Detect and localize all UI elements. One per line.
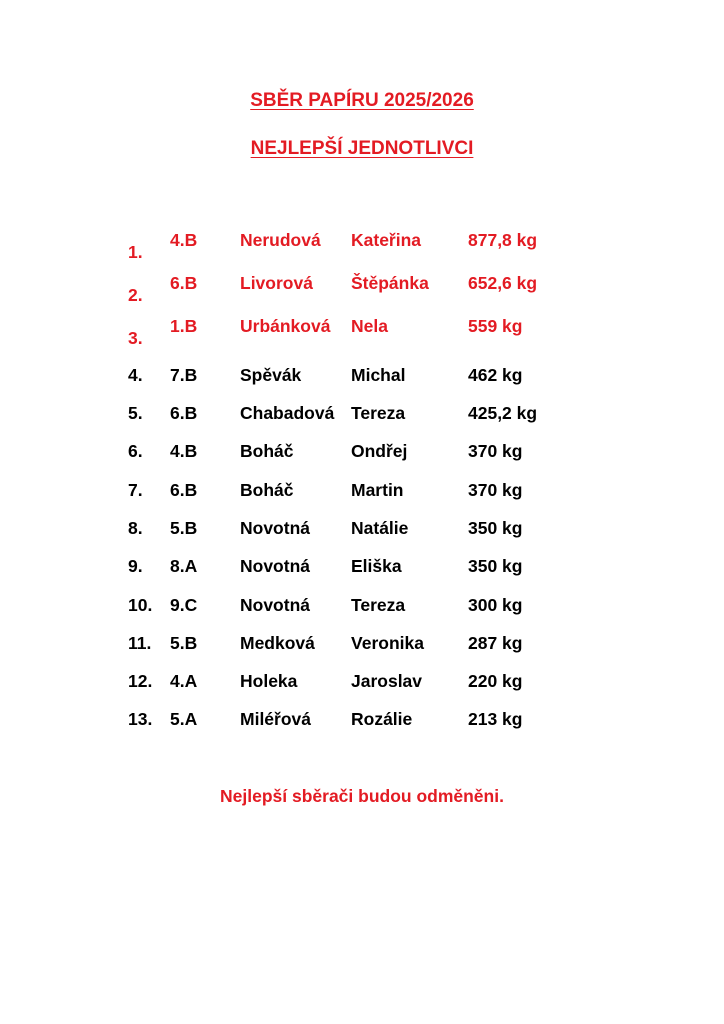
ranking-row-2 xyxy=(0,271,724,305)
first-name: Tereza xyxy=(351,403,406,423)
first-name: Rozálie xyxy=(351,709,413,729)
first-name: Kateřina xyxy=(351,230,422,250)
weight: 652,6 kg xyxy=(468,273,538,293)
ranking-row-7 xyxy=(0,478,724,502)
first-name: Tereza xyxy=(351,595,406,615)
weight: 370 kg xyxy=(468,480,523,500)
first-name: Natálie xyxy=(351,518,409,538)
document-subtitle: NEJLEPŠÍ JEDNOTLIVCI xyxy=(250,138,474,159)
weight: 300 kg xyxy=(468,595,523,615)
weight: 425,2 kg xyxy=(468,403,538,423)
rank: 9. xyxy=(128,556,143,576)
surname: Holeka xyxy=(240,671,298,691)
surname: Novotná xyxy=(240,556,310,576)
ranking-row-10 xyxy=(0,593,724,617)
surname: Chabadová xyxy=(240,403,335,423)
first-name: Nela xyxy=(351,316,388,336)
first-name: Jaroslav xyxy=(351,671,423,691)
ranking-row-11 xyxy=(0,631,724,655)
first-name: Michal xyxy=(351,365,406,385)
footer-note: Nejlepší sběrači budou odměněni. xyxy=(220,786,504,806)
surname: Spěvák xyxy=(240,365,302,385)
surname: Novotná xyxy=(240,595,310,615)
rank: 10. xyxy=(128,595,153,615)
rank: 2. xyxy=(128,285,143,305)
ranking-row-3 xyxy=(0,314,724,348)
class: 6.B xyxy=(170,480,198,500)
rank: 4. xyxy=(128,365,143,385)
surname: Miléřová xyxy=(240,709,311,729)
weight: 350 kg xyxy=(468,556,523,576)
rank: 1. xyxy=(128,242,143,262)
surname: Novotná xyxy=(240,518,310,538)
rank: 3. xyxy=(128,328,143,348)
rank: 5. xyxy=(128,403,143,423)
class: 9.C xyxy=(170,595,198,615)
first-name: Eliška xyxy=(351,556,402,576)
ranking-row-4 xyxy=(0,363,724,387)
surname: Boháč xyxy=(240,441,294,461)
first-name: Ondřej xyxy=(351,441,408,461)
first-name: Martin xyxy=(351,480,404,500)
ranking-row-13 xyxy=(0,707,724,731)
surname: Medková xyxy=(240,633,315,653)
class: 1.B xyxy=(170,316,198,336)
class: 7.B xyxy=(170,365,198,385)
first-name: Štěpánka xyxy=(351,273,429,293)
surname: Livorová xyxy=(240,273,313,293)
weight: 350 kg xyxy=(468,518,523,538)
ranking-row-5 xyxy=(0,401,724,425)
ranking-row-1 xyxy=(0,228,724,262)
class: 4.B xyxy=(170,230,198,250)
rank: 11. xyxy=(128,633,152,653)
class: 8.A xyxy=(170,556,198,576)
class: 6.B xyxy=(170,403,198,423)
document-title: SBĚR PAPÍRU 2025/2026 xyxy=(250,90,474,111)
rank: 8. xyxy=(128,518,143,538)
class: 5.B xyxy=(170,518,198,538)
ranking-row-6 xyxy=(0,439,724,463)
weight: 462 kg xyxy=(468,365,523,385)
rank: 6. xyxy=(128,441,143,461)
weight: 370 kg xyxy=(468,441,523,461)
rank: 7. xyxy=(128,480,143,500)
weight: 213 kg xyxy=(468,709,523,729)
class: 5.A xyxy=(170,709,198,729)
weight: 220 kg xyxy=(468,671,523,691)
class: 4.A xyxy=(170,671,198,691)
class: 4.B xyxy=(170,441,198,461)
weight: 559 kg xyxy=(468,316,523,336)
ranking-row-9 xyxy=(0,554,724,578)
ranking-row-12 xyxy=(0,669,724,693)
rank: 12. xyxy=(128,671,153,691)
ranking-row-8 xyxy=(0,516,724,540)
class: 6.B xyxy=(170,273,198,293)
weight: 877,8 kg xyxy=(468,230,538,250)
surname: Urbánková xyxy=(240,316,331,336)
surname: Nerudová xyxy=(240,230,321,250)
rank: 13. xyxy=(128,709,153,729)
weight: 287 kg xyxy=(468,633,523,653)
first-name: Veronika xyxy=(351,633,424,653)
surname: Boháč xyxy=(240,480,294,500)
class: 5.B xyxy=(170,633,198,653)
